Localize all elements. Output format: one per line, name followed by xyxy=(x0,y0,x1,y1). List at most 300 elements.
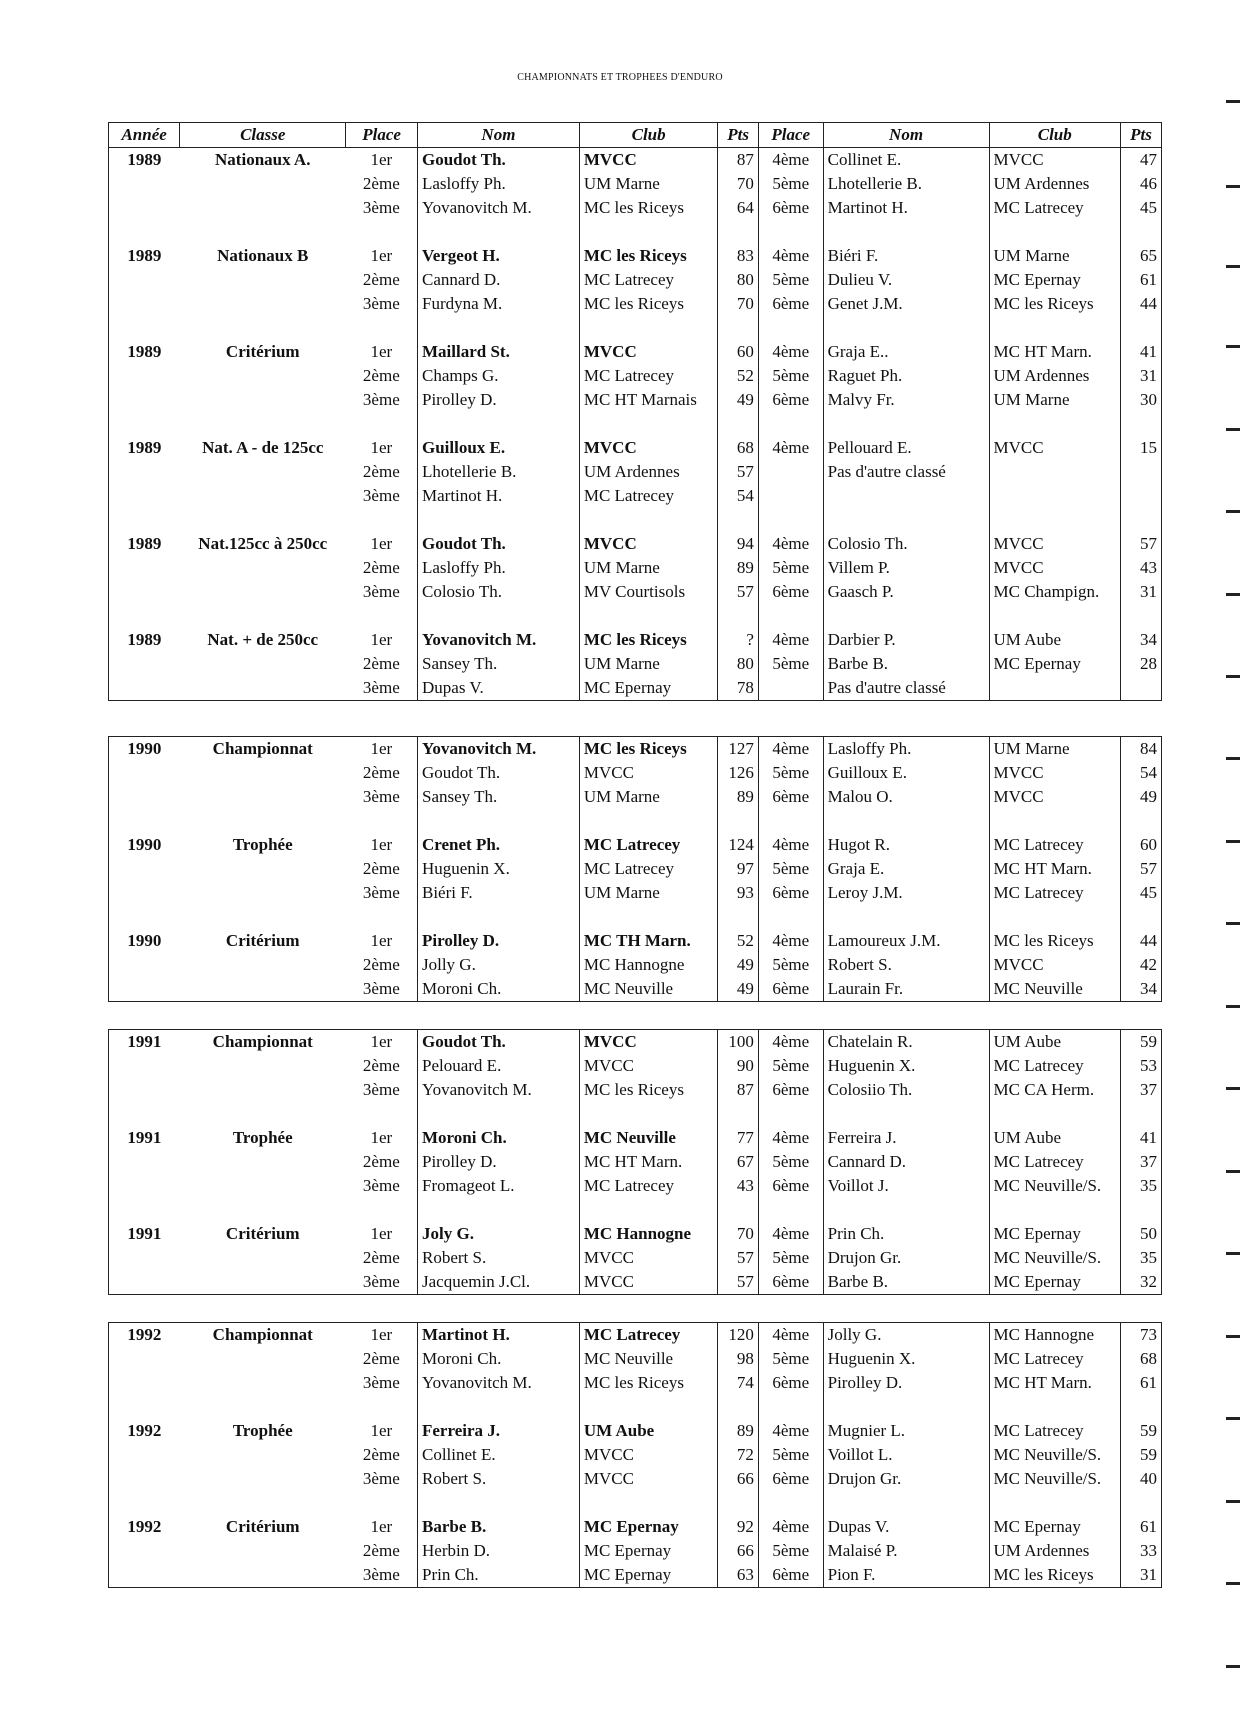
year-cell xyxy=(109,1563,180,1587)
table-row xyxy=(109,1174,1161,1198)
table-row xyxy=(109,1270,1161,1294)
points-cell: 120 xyxy=(718,1323,758,1347)
points-cell: 74 xyxy=(718,1371,758,1395)
club-cell: MC Neuville xyxy=(579,1126,718,1150)
year-cell xyxy=(109,196,180,220)
year-cell xyxy=(109,292,180,316)
table-row xyxy=(109,1467,1161,1491)
points-2-cell: 37 xyxy=(1140,1152,1157,1171)
club-2-cell: MC Latrecey xyxy=(989,1150,1121,1174)
place-cell: 2ème xyxy=(346,857,418,881)
club-2-cell: MC Latrecey xyxy=(989,196,1121,220)
spacer-cell xyxy=(1121,604,1162,628)
place-cell: 1er xyxy=(346,929,418,953)
club-cell: MVCC xyxy=(579,1467,718,1491)
spacer-cell xyxy=(758,905,823,929)
points-2-cell: 40 xyxy=(1140,1469,1157,1488)
points-cell: 94 xyxy=(718,532,758,556)
club-cell: MVCC xyxy=(579,340,718,364)
club-2-cell: MC Latrecey xyxy=(989,833,1121,857)
club-2-cell xyxy=(989,484,1121,508)
year-cell xyxy=(109,1371,180,1395)
place-2-cell: 5ème xyxy=(758,556,823,580)
club-2-cell xyxy=(989,676,1121,700)
class-cell xyxy=(180,857,346,881)
points-cell: 67 xyxy=(718,1150,758,1174)
club-2-cell: MC Epernay xyxy=(989,268,1121,292)
club-2-cell: MC Epernay xyxy=(989,1222,1121,1246)
spacer-cell xyxy=(718,905,758,929)
place-2-cell: 5ème xyxy=(758,1539,823,1563)
points-2-cell: 44 xyxy=(1140,931,1157,950)
year-cell: 1989 xyxy=(127,438,162,457)
year-cell xyxy=(109,1150,180,1174)
year-cell xyxy=(109,761,180,785)
spacer-cell xyxy=(109,905,180,929)
table-row xyxy=(109,761,1161,785)
place-2-cell xyxy=(758,460,823,484)
table-row xyxy=(109,364,1161,388)
spacer-cell xyxy=(579,1395,718,1419)
place-2-cell: 4ème xyxy=(758,929,823,953)
club-cell: MVCC xyxy=(579,1270,718,1294)
place-cell: 3ème xyxy=(346,881,418,905)
club-cell: MVCC xyxy=(579,1030,718,1054)
name-cell: Prin Ch. xyxy=(418,1563,580,1587)
spacer-cell xyxy=(823,412,989,436)
name-2-cell: Malaisé P. xyxy=(823,1539,989,1563)
club-cell: MVCC xyxy=(579,1246,718,1270)
spacer-cell xyxy=(109,1198,180,1222)
spacer-cell xyxy=(718,809,758,833)
table-row xyxy=(109,628,1161,652)
class-cell: Critérium xyxy=(225,931,300,950)
place-2-cell: 5ème xyxy=(758,364,823,388)
spacer-cell xyxy=(180,1491,346,1515)
name-cell: Lasloffy Ph. xyxy=(418,556,580,580)
points-2-cell: 31 xyxy=(1140,582,1157,601)
club-cell: MVCC xyxy=(579,532,718,556)
club-cell: MC Epernay xyxy=(579,1515,718,1539)
place-cell: 3ème xyxy=(346,1371,418,1395)
points-2-cell: 60 xyxy=(1140,835,1157,854)
club-cell: MC HT Marnais xyxy=(579,388,718,412)
table-row xyxy=(109,652,1161,676)
spacer-cell xyxy=(989,508,1121,532)
points-cell: 49 xyxy=(718,977,758,1001)
club-cell: MC Epernay xyxy=(579,1539,718,1563)
spacer-cell xyxy=(718,508,758,532)
place-2-cell: 4ème xyxy=(758,1515,823,1539)
name-2-cell: Prin Ch. xyxy=(823,1222,989,1246)
spacer-cell xyxy=(718,1102,758,1126)
name-cell: Pelouard E. xyxy=(418,1054,580,1078)
place-cell: 2ème xyxy=(346,1054,418,1078)
name-cell: Yovanovitch M. xyxy=(418,1371,580,1395)
place-2-cell: 4ème xyxy=(758,148,823,173)
spacer-cell xyxy=(180,1102,346,1126)
club-cell: UM Marne xyxy=(579,881,718,905)
class-cell: Trophée xyxy=(232,835,293,854)
spacer-cell xyxy=(418,316,580,340)
name-cell: Barbe B. xyxy=(418,1515,580,1539)
results-table-1990 xyxy=(108,736,1162,1002)
table-row xyxy=(109,833,1161,857)
name-2-cell: Pellouard E. xyxy=(823,436,989,460)
place-cell: 3ème xyxy=(346,785,418,809)
name-2-cell: Villem P. xyxy=(823,556,989,580)
class-cell: Nationaux A. xyxy=(215,150,311,169)
table-row xyxy=(109,172,1161,196)
spacer-cell xyxy=(109,809,180,833)
place-cell: 1er xyxy=(346,436,418,460)
name-2-cell: Huguenin X. xyxy=(823,1347,989,1371)
spacer-cell xyxy=(109,412,180,436)
table-row xyxy=(109,1443,1161,1467)
spacer-row xyxy=(109,412,1161,436)
spacer-cell xyxy=(579,1198,718,1222)
header-row xyxy=(109,123,1161,148)
class-cell xyxy=(180,785,346,809)
spacer-cell xyxy=(346,905,418,929)
club-cell: MC HT Marn. xyxy=(579,1150,718,1174)
name-cell: Maillard St. xyxy=(418,340,580,364)
spacer-cell xyxy=(1121,508,1162,532)
table-row xyxy=(109,1078,1161,1102)
spacer-cell xyxy=(823,1102,989,1126)
points-2-cell: 42 xyxy=(1140,955,1157,974)
class-cell xyxy=(180,652,346,676)
points-cell: 54 xyxy=(718,484,758,508)
spacer-cell xyxy=(989,604,1121,628)
year-cell xyxy=(109,172,180,196)
name-cell: Goudot Th. xyxy=(418,761,580,785)
year-cell: 1990 xyxy=(127,739,162,758)
name-2-cell: Jolly G. xyxy=(823,1323,989,1347)
place-2-cell xyxy=(758,484,823,508)
club-cell: UM Marne xyxy=(579,785,718,809)
name-2-cell: Chatelain R. xyxy=(823,1030,989,1054)
name-cell: Sansey Th. xyxy=(418,652,580,676)
points-cell: 89 xyxy=(718,556,758,580)
club-cell: MC Latrecey xyxy=(579,268,718,292)
year-cell: 1992 xyxy=(127,1517,162,1536)
spacer-cell xyxy=(346,1102,418,1126)
year-cell xyxy=(109,1443,180,1467)
points-2-cell xyxy=(1121,676,1162,700)
place-cell: 2ème xyxy=(346,460,418,484)
year-cell: 1990 xyxy=(127,931,162,950)
place-2-cell: 6ème xyxy=(758,1563,823,1587)
year-cell xyxy=(109,977,180,1001)
name-cell: Yovanovitch M. xyxy=(418,737,580,761)
name-cell: Yovanovitch M. xyxy=(418,628,580,652)
club-2-cell: MC les Riceys xyxy=(989,1563,1121,1587)
spacer-cell xyxy=(418,1491,580,1515)
column-header: Classe xyxy=(180,123,346,148)
points-cell: 93 xyxy=(718,881,758,905)
spacer-cell xyxy=(758,604,823,628)
points-cell: 98 xyxy=(718,1347,758,1371)
spacer-cell xyxy=(989,412,1121,436)
name-cell: Joly G. xyxy=(418,1222,580,1246)
club-2-cell: MC Neuville/S. xyxy=(989,1467,1121,1491)
club-2-cell xyxy=(989,460,1121,484)
spacer-cell xyxy=(1121,220,1162,244)
points-cell: 87 xyxy=(718,1078,758,1102)
name-cell: Cannard D. xyxy=(418,268,580,292)
spacer-cell xyxy=(418,604,580,628)
table-row xyxy=(109,148,1161,173)
table-row xyxy=(109,1030,1161,1054)
points-cell: 66 xyxy=(718,1539,758,1563)
year-cell xyxy=(109,364,180,388)
spacer-cell xyxy=(823,220,989,244)
points-cell: 52 xyxy=(718,364,758,388)
class-cell xyxy=(180,364,346,388)
place-cell: 3ème xyxy=(346,388,418,412)
class-cell: Nat. A - de 125cc xyxy=(202,438,324,457)
points-2-cell: 59 xyxy=(1140,1032,1157,1051)
points-cell: 90 xyxy=(718,1054,758,1078)
year-cell xyxy=(109,556,180,580)
name-cell: Goudot Th. xyxy=(418,148,580,173)
table-row xyxy=(109,785,1161,809)
spacer-cell xyxy=(718,316,758,340)
place-cell: 1er xyxy=(346,1515,418,1539)
table-row xyxy=(109,340,1161,364)
points-2-cell xyxy=(1121,484,1162,508)
results-table-1992 xyxy=(108,1322,1162,1588)
name-cell: Goudot Th. xyxy=(418,1030,580,1054)
club-2-cell: MC Neuville xyxy=(989,977,1121,1001)
class-cell xyxy=(180,1150,346,1174)
results-table xyxy=(109,737,1161,1001)
place-cell: 3ème xyxy=(346,1078,418,1102)
club-cell: MC Hannogne xyxy=(579,953,718,977)
place-cell: 2ème xyxy=(346,1347,418,1371)
place-2-cell: 6ème xyxy=(758,1467,823,1491)
column-header: Année xyxy=(109,123,180,148)
spacer-cell xyxy=(823,905,989,929)
name-2-cell: Drujon Gr. xyxy=(823,1467,989,1491)
place-2-cell: 6ème xyxy=(758,1371,823,1395)
place-cell: 1er xyxy=(346,1419,418,1443)
name-2-cell: Barbe B. xyxy=(823,1270,989,1294)
class-cell xyxy=(180,268,346,292)
points-2-cell: 31 xyxy=(1140,1565,1157,1584)
spacer-row xyxy=(109,220,1161,244)
name-cell: Huguenin X. xyxy=(418,857,580,881)
points-2-cell: 49 xyxy=(1140,787,1157,806)
points-cell: 57 xyxy=(718,1246,758,1270)
spacer-cell xyxy=(758,508,823,532)
place-cell: 2ème xyxy=(346,1246,418,1270)
spacer-cell xyxy=(109,604,180,628)
name-2-cell: Colosio Th. xyxy=(823,532,989,556)
club-cell: MC Neuville xyxy=(579,1347,718,1371)
spacer-cell xyxy=(180,220,346,244)
name-2-cell: Pas d'autre classé xyxy=(823,676,989,700)
points-2-cell: 41 xyxy=(1140,342,1157,361)
year-cell xyxy=(109,1246,180,1270)
points-cell: 70 xyxy=(718,172,758,196)
year-cell xyxy=(109,460,180,484)
place-cell: 2ème xyxy=(346,761,418,785)
spacer-row xyxy=(109,508,1161,532)
points-cell: 124 xyxy=(718,833,758,857)
table-row xyxy=(109,196,1161,220)
club-2-cell: MVCC xyxy=(989,556,1121,580)
club-2-cell: MC Latrecey xyxy=(989,881,1121,905)
points-2-cell: 35 xyxy=(1140,1176,1157,1195)
name-cell: Pirolley D. xyxy=(418,388,580,412)
spacer-cell xyxy=(989,1395,1121,1419)
year-cell xyxy=(109,1539,180,1563)
club-cell: MC Neuville xyxy=(579,977,718,1001)
table-row xyxy=(109,737,1161,761)
spacer-cell xyxy=(989,1102,1121,1126)
year-cell xyxy=(109,1174,180,1198)
spacer-cell xyxy=(718,1198,758,1222)
name-cell: Yovanovitch M. xyxy=(418,196,580,220)
points-cell: 64 xyxy=(718,196,758,220)
spacer-cell xyxy=(180,1198,346,1222)
club-2-cell: MVCC xyxy=(989,436,1121,460)
name-cell: Moroni Ch. xyxy=(418,977,580,1001)
spacer-cell xyxy=(823,809,989,833)
name-cell: Pirolley D. xyxy=(418,1150,580,1174)
year-cell: 1989 xyxy=(127,150,162,169)
name-2-cell: Graja E.. xyxy=(823,340,989,364)
place-2-cell: 6ème xyxy=(758,1078,823,1102)
name-2-cell: Raguet Ph. xyxy=(823,364,989,388)
name-cell: Moroni Ch. xyxy=(418,1126,580,1150)
club-2-cell: UM Aube xyxy=(989,1126,1121,1150)
spacer-row xyxy=(109,1491,1161,1515)
spacer-cell xyxy=(418,905,580,929)
name-2-cell: Ferreira J. xyxy=(823,1126,989,1150)
place-2-cell: 4ème xyxy=(758,833,823,857)
year-cell xyxy=(109,652,180,676)
place-2-cell: 4ème xyxy=(758,244,823,268)
place-2-cell: 5ème xyxy=(758,1246,823,1270)
year-cell xyxy=(109,1270,180,1294)
club-cell: MC les Riceys xyxy=(579,1371,718,1395)
points-2-cell: 35 xyxy=(1140,1248,1157,1267)
place-cell: 3ème xyxy=(346,580,418,604)
spacer-cell xyxy=(180,809,346,833)
name-cell: Moroni Ch. xyxy=(418,1347,580,1371)
club-cell: MC Latrecey xyxy=(579,1174,718,1198)
class-cell xyxy=(180,1539,346,1563)
points-2-cell: 73 xyxy=(1140,1325,1157,1344)
spacer-cell xyxy=(758,1102,823,1126)
name-2-cell: Hugot R. xyxy=(823,833,989,857)
table-row xyxy=(109,460,1161,484)
spacer-cell xyxy=(989,1491,1121,1515)
class-cell xyxy=(180,977,346,1001)
class-cell: Trophée xyxy=(232,1128,293,1147)
points-2-cell xyxy=(1121,460,1162,484)
points-cell: 49 xyxy=(718,388,758,412)
results-table-1991 xyxy=(108,1029,1162,1295)
spacer-cell xyxy=(1121,905,1162,929)
spacer-cell xyxy=(579,1102,718,1126)
place-2-cell: 5ème xyxy=(758,1443,823,1467)
club-2-cell: MC Latrecey xyxy=(989,1054,1121,1078)
spacer-cell xyxy=(180,905,346,929)
place-2-cell: 4ème xyxy=(758,436,823,460)
column-header: Nom xyxy=(823,123,989,148)
name-cell: Biéri F. xyxy=(418,881,580,905)
column-header: Club xyxy=(989,123,1121,148)
club-cell: UM Marne xyxy=(579,172,718,196)
column-header: Place xyxy=(758,123,823,148)
year-cell: 1989 xyxy=(127,534,162,553)
table-row xyxy=(109,1222,1161,1246)
spacer-cell xyxy=(1121,316,1162,340)
place-2-cell: 6ème xyxy=(758,881,823,905)
place-cell: 2ème xyxy=(346,1539,418,1563)
spacer-cell xyxy=(823,604,989,628)
place-2-cell: 5ème xyxy=(758,172,823,196)
place-2-cell: 6ème xyxy=(758,292,823,316)
spacer-row xyxy=(109,809,1161,833)
points-2-cell: 47 xyxy=(1140,150,1157,169)
place-cell: 1er xyxy=(346,340,418,364)
column-header: Place xyxy=(346,123,418,148)
name-2-cell: Colosiio Th. xyxy=(823,1078,989,1102)
place-cell: 3ème xyxy=(346,484,418,508)
spacer-cell xyxy=(823,316,989,340)
spacer-cell xyxy=(180,508,346,532)
class-cell: Nationaux B xyxy=(217,246,309,265)
points-cell: 63 xyxy=(718,1563,758,1587)
points-2-cell: 33 xyxy=(1140,1541,1157,1560)
club-2-cell: MVCC xyxy=(989,532,1121,556)
points-2-cell: 34 xyxy=(1140,630,1157,649)
spacer-cell xyxy=(346,809,418,833)
spacer-cell xyxy=(758,809,823,833)
points-2-cell: 45 xyxy=(1140,883,1157,902)
club-2-cell: UM Ardennes xyxy=(989,364,1121,388)
spacer-cell xyxy=(418,809,580,833)
spacer-cell xyxy=(418,1395,580,1419)
place-2-cell: 6ème xyxy=(758,977,823,1001)
name-2-cell: Guilloux E. xyxy=(823,761,989,785)
club-2-cell: MC Champign. xyxy=(989,580,1121,604)
table-row xyxy=(109,292,1161,316)
name-2-cell: Huguenin X. xyxy=(823,1054,989,1078)
name-2-cell: Malvy Fr. xyxy=(823,388,989,412)
place-2-cell: 4ème xyxy=(758,340,823,364)
table-row xyxy=(109,268,1161,292)
points-2-cell: 44 xyxy=(1140,294,1157,313)
table-row xyxy=(109,1246,1161,1270)
spacer-cell xyxy=(758,220,823,244)
name-2-cell: Drujon Gr. xyxy=(823,1246,989,1270)
name-cell: Fromageot L. xyxy=(418,1174,580,1198)
name-2-cell: Graja E. xyxy=(823,857,989,881)
class-cell: Championnat xyxy=(212,1032,313,1051)
place-2-cell: 5ème xyxy=(758,761,823,785)
class-cell xyxy=(180,292,346,316)
class-cell: Nat. + de 250cc xyxy=(207,630,319,649)
spacer-cell xyxy=(758,316,823,340)
place-cell: 3ème xyxy=(346,1563,418,1587)
club-cell: MVCC xyxy=(579,761,718,785)
